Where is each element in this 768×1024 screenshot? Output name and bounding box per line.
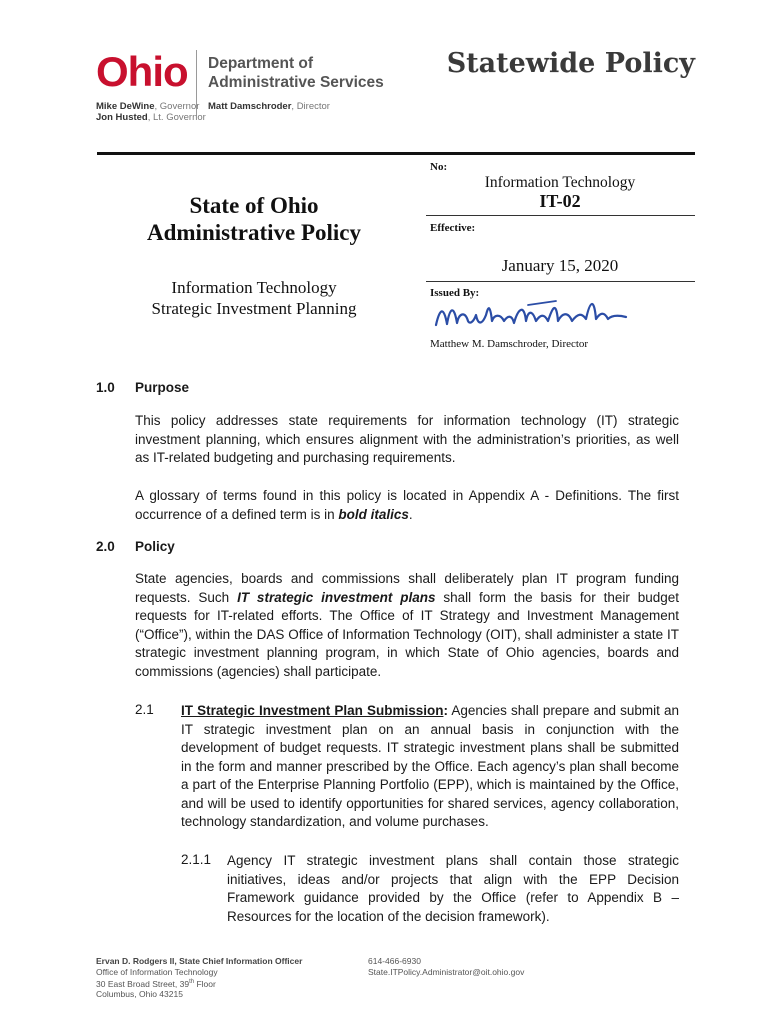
- governor-line: Mike DeWine, Governor: [96, 101, 200, 112]
- section-1-title: Purpose: [135, 380, 190, 395]
- purpose-paragraph-2: A glossary of terms found in this policy is located in Appendix A - Definitions. The first occurrence of a defined term is in bold italics.: [135, 488, 679, 522]
- policy-number: IT-02: [539, 191, 581, 211]
- lt-governor-line: Jon Husted, Lt. Governor: [96, 112, 206, 123]
- section-1-number: 1.0: [96, 380, 115, 395]
- issued-by-label: Issued By:: [430, 287, 480, 299]
- policy-title: State of Ohio Administrative Policy: [147, 193, 361, 245]
- statewide-policy-heading: Statewide Policy: [446, 48, 695, 79]
- effective-date: January 15, 2020: [501, 256, 619, 275]
- section-2-1-paragraph: IT Strategic Investment Plan Submission: Agencies shall prepare and submit an IT strategic investment plan on an annual basis in conjunction with the development of budget requests. IT strategic investment plans shall be submitted in the form and manner prescribed by the Office. Each agency’s plan shall become a part of the Enterprise Planning Portfolio (EPP), which is maintained by the Office, and will be used to identify opportunities for shared services, agency collaboration, technology standardization, and volume purchases.: [181, 703, 679, 829]
- header-rule: [97, 152, 695, 155]
- signature-image: [432, 291, 632, 337]
- no-label: No:: [430, 161, 448, 173]
- ohio-logo-text: Ohio: [96, 48, 188, 95]
- department-name: Department of Administrative Services: [208, 55, 384, 91]
- section-2-1-1-number: 2.1.1: [181, 852, 212, 867]
- no-divider: [426, 215, 695, 216]
- footer-phone-email: 614-466-6930 State.ITPolicy.Administrator@oit.ohio.gov: [368, 956, 525, 977]
- section-2-number: 2.0: [96, 539, 115, 554]
- policy-paragraph: State agencies, boards and commissions shall deliberately plan IT program funding requests. Such IT strategic investment plans shall form the basis for their budget requests for IT-related efforts. The Office of IT Strategy and Investment Management (“Office”), within the DAS Office of Information Technology (OIT), shall administer a state IT strategic investment planning program, in which State of Ohio agencies, boards and commissions (agencies) shall participate.: [135, 571, 679, 679]
- effective-divider: [426, 281, 695, 282]
- no-category: Information Technology: [484, 174, 636, 191]
- effective-label: Effective:: [430, 222, 476, 234]
- section-2-title: Policy: [135, 539, 175, 554]
- issuer-name: Matthew M. Damschroder, Director: [430, 338, 589, 350]
- footer-contact: Ervan D. Rodgers II, State Chief Information Officer Office of Information Technology 30 East Broad Street, 39th Floor Columbus, Ohio 43215: [96, 956, 303, 1000]
- section-2-1-number: 2.1: [135, 702, 154, 717]
- section-2-1-1-paragraph: Agency IT strategic investment plans shall contain those strategic initiatives, ideas and/or projects that align with the EPP Decision Framework guidance provided by the Office (refer to Appendix B – Resources for the location of the decision framework).: [227, 853, 679, 924]
- purpose-paragraph-1: This policy addresses state requirements for information technology (IT) strategic investment planning, which ensures alignment with the administration’s priorities, as well as IT-related budgeting and purchasing requirements.: [135, 413, 679, 465]
- ohio-logo: [96, 50, 188, 94]
- policy-subtitle: Information Technology Strategic Investment Planning: [151, 278, 357, 318]
- director-line: Matt Damschroder, Director: [208, 101, 330, 112]
